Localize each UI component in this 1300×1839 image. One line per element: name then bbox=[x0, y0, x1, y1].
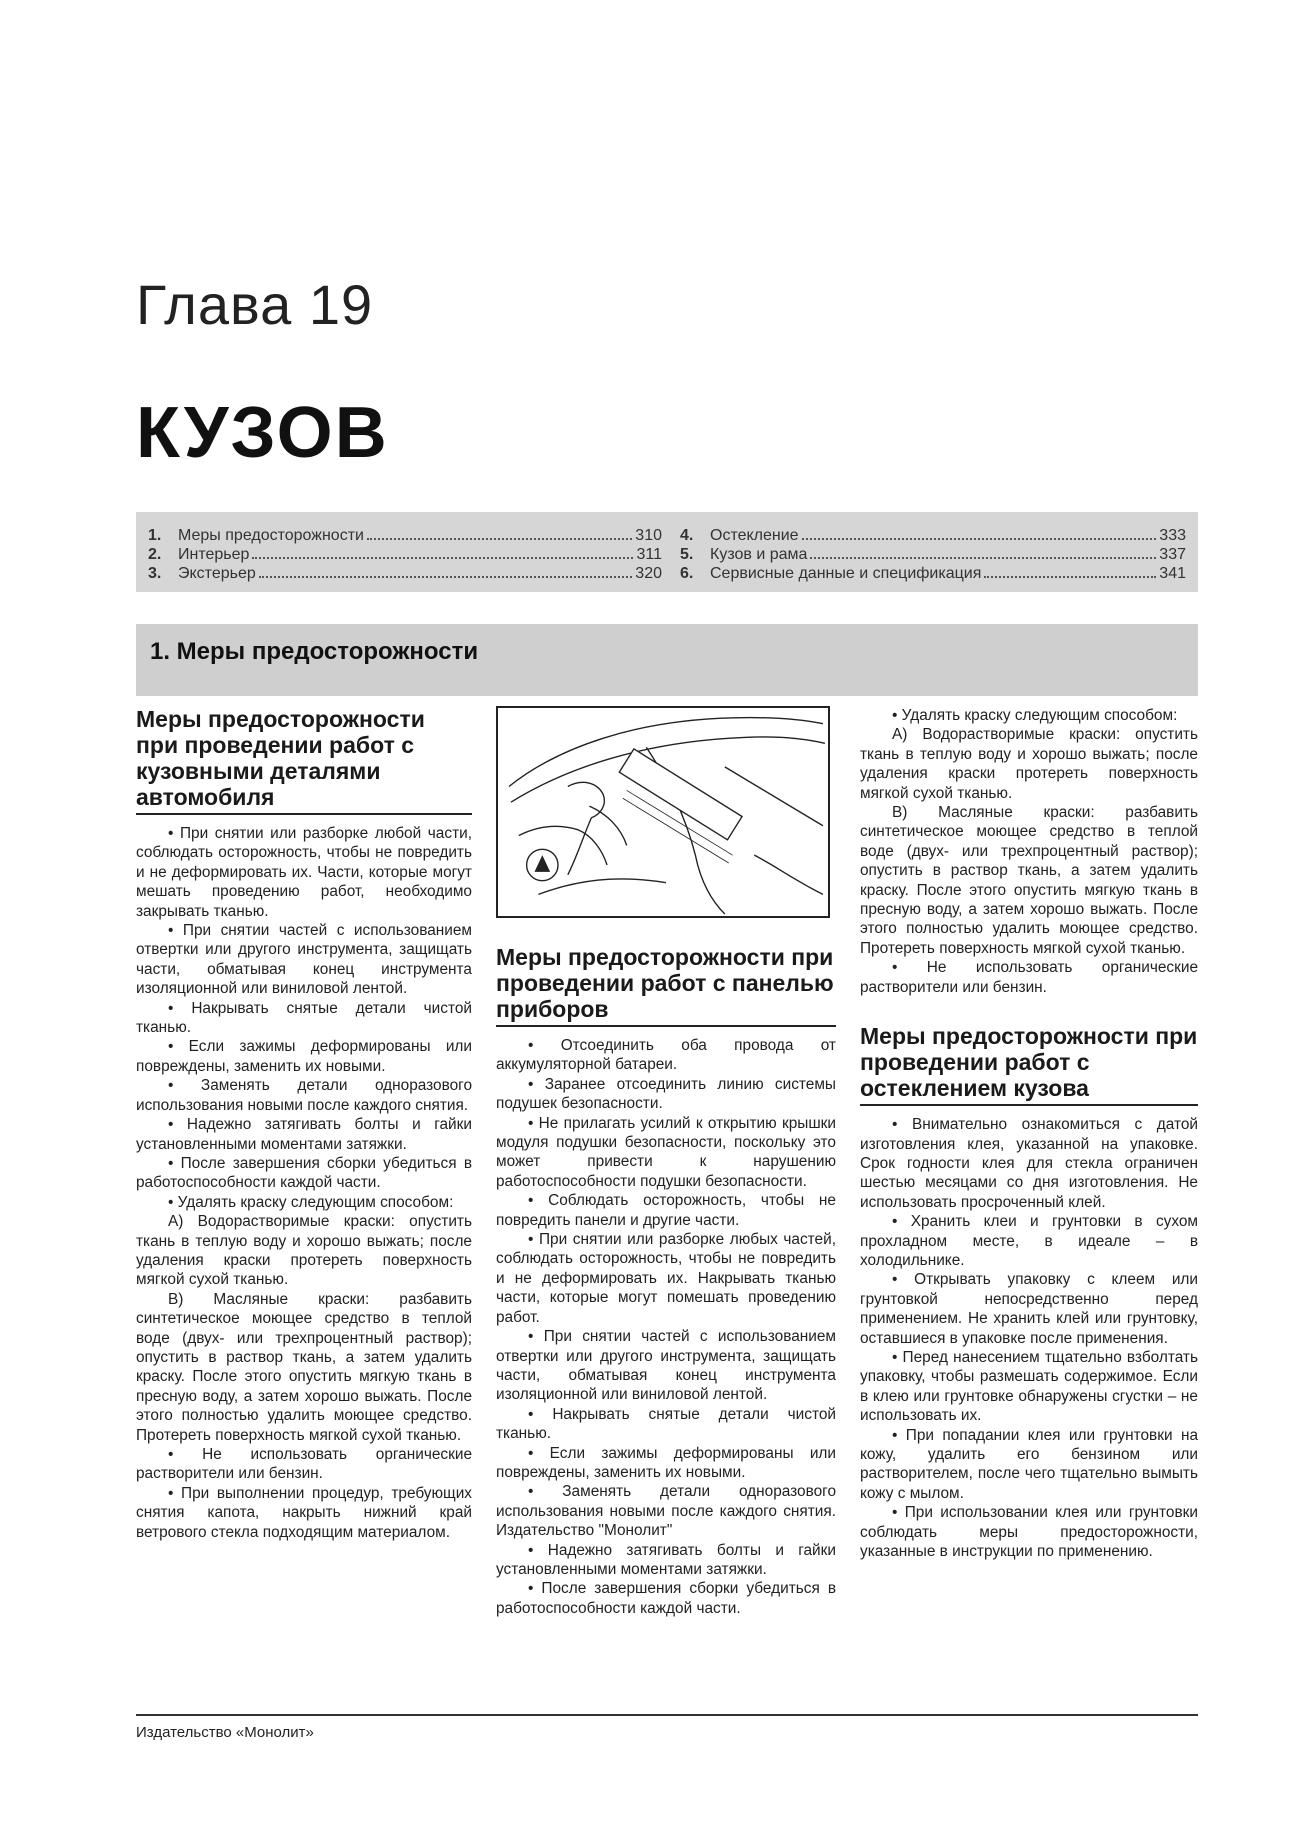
toc-entry-title: Интерьер bbox=[178, 546, 250, 563]
toc-entry-page: 320 bbox=[635, 565, 662, 582]
toc-entry-title: Остекление bbox=[710, 527, 799, 544]
toc-entry-page: 333 bbox=[1159, 527, 1186, 544]
subsection-heading: Меры предосторожности при проведении работ с кузовными деталями автомобиля bbox=[136, 706, 472, 815]
toc-leader-dots bbox=[367, 538, 632, 540]
instrument-panel-illustration bbox=[496, 706, 830, 918]
paragraph: • При снятии или разборке любой части, соблюдать осторожность, чтобы не повредить и не деформировать их. Части, которые могут мешать проведению работ, необходимо закрывать тканью. bbox=[136, 825, 472, 920]
paragraph: • Надежно затягивать болты и гайки установленными моментами затяжки. bbox=[136, 1116, 472, 1153]
toc-entry[interactable] bbox=[148, 526, 662, 545]
paragraph: • При снятии частей с использованием отвертки или другого инструмента, защищать части, обматывая конец инструмента изоляционной или виниловой лентой. bbox=[136, 922, 472, 998]
toc-leader-dots bbox=[252, 557, 633, 559]
footer-divider bbox=[136, 1714, 1198, 1716]
subsection-heading: Меры предосторожности при проведении работ с панелью приборов bbox=[496, 944, 836, 1027]
paragraph: • Надежно затягивать болты и гайки установленными моментами затяжки. bbox=[496, 1541, 836, 1578]
toc-entry-number: 5. bbox=[680, 546, 694, 563]
paragraph: • Накрывать снятые детали чистой тканью. bbox=[136, 999, 472, 1037]
paragraph: • Не прилагать усилий к открытию крышки модуля подушки безопасности, поскольку это может привести к нарушению работоспособности подушки безопасности. bbox=[496, 1114, 836, 1190]
toc-entry-number: 4. bbox=[680, 527, 694, 544]
toc-entry-title: Кузов и рама bbox=[710, 546, 808, 563]
toc-entry[interactable] bbox=[680, 545, 1186, 564]
paragraph: • Заранее отсоединить линию системы подушек безопасности. bbox=[496, 1075, 836, 1113]
toc-leader-dots bbox=[802, 538, 1157, 540]
trim-tool bbox=[619, 749, 742, 840]
toc-leader-dots bbox=[259, 576, 633, 578]
toc-entry[interactable] bbox=[680, 526, 1186, 545]
paragraph: • Накрывать снятые детали чистой тканью. bbox=[496, 1405, 836, 1443]
paragraph: • Соблюдать осторожность, чтобы не повредить панели и другие части. bbox=[496, 1192, 836, 1229]
paragraph: В) Масляные краски: разбавить синтетическое моющее средство в теплой воде (двух- или трехпроцентный раствор); опустить в раствор ткань, а затем удалить краску. После этого опустить мягкую ткань в пресную воду, а затем хорошо выжать. После этого полностью удалить моющее средство. Протереть поверхность мягкой сухой тканью. bbox=[860, 804, 1198, 957]
panel-contour-line bbox=[754, 855, 823, 894]
paragraph: • При снятии или разборке любых частей, соблюдать осторожность, чтобы не повредить и не деформировать их. Накрывать тканью части, которые могут помешать проведению работ. bbox=[496, 1231, 836, 1326]
section-header-band bbox=[136, 624, 1198, 696]
toc-column-right bbox=[680, 526, 1186, 583]
paragraph: • При снятии частей с использованием отвертки или другого инструмента, защищать части, обматывая конец инструмента изоляционной или виниловой лентой. bbox=[496, 1328, 836, 1404]
toc-entry-number: 2. bbox=[148, 546, 162, 563]
toc-entry-page: 311 bbox=[636, 546, 662, 563]
paragraph: • При выполнении процедур, требующих снятия капота, накрыть нижний край ветрового стекла подходящим материалом. bbox=[136, 1484, 472, 1541]
toc-entry-page: 341 bbox=[1159, 565, 1186, 582]
toc-leader-dots bbox=[810, 557, 1156, 559]
toc-entry-page: 337 bbox=[1159, 546, 1186, 563]
panel-contour-line bbox=[538, 879, 666, 894]
table-of-contents bbox=[136, 512, 1198, 592]
toc-entry-page: 310 bbox=[635, 527, 662, 544]
footer-publisher: Издательство «Монолит» bbox=[136, 1724, 314, 1741]
paragraph: • Удалять краску следующим способом: bbox=[892, 707, 1178, 724]
toc-entry[interactable] bbox=[148, 564, 662, 583]
section-title: 1. Меры предосторожности bbox=[150, 638, 479, 665]
paragraph: • При попадании клея или грунтовки на кожу, удалить его бензином или растворителем, после чего тщательно вымыть кожу с мылом. bbox=[860, 1426, 1198, 1502]
illustration-drawing bbox=[498, 708, 828, 916]
paragraph: • Не использовать органические растворители или бензин. bbox=[860, 959, 1198, 996]
paragraph: • Внимательно ознакомиться с датой изготовления клея, указанной на упаковке. Срок годности клея для стекла ограничен шестью месяцами со дня изготовления. Не использовать просроченный клей. bbox=[860, 1116, 1198, 1211]
paragraph: • Хранить клеи и грунтовки в сухом прохладном месте, в идеале – в холодильнике. bbox=[860, 1213, 1198, 1269]
toc-entry[interactable] bbox=[680, 564, 1186, 583]
toc-entry-number: 3. bbox=[148, 565, 162, 582]
paragraph: • Не использовать органические растворители или бензин. bbox=[136, 1446, 472, 1483]
toc-entry-number: 1. bbox=[148, 527, 162, 544]
paragraph: • Заменять детали одноразового использования новыми после каждого снятия. bbox=[136, 1077, 472, 1114]
paragraph: • При использовании клея или грунтовки соблюдать меры предосторожности, указанные в инструкции по применению. bbox=[860, 1504, 1198, 1561]
toc-entry[interactable] bbox=[148, 545, 662, 564]
chapter-title: КУЗОВ bbox=[136, 393, 389, 473]
text-column-3 bbox=[860, 706, 1198, 1561]
paragraph: • Открывать упаковку с клеем или грунтовкой непосредственно перед применением. Не хранить клей или грунтовку, оставшиеся в упаковке после применения. bbox=[860, 1271, 1198, 1347]
toc-entry-title: Экстерьер bbox=[178, 565, 256, 582]
chapter-label: Глава 19 bbox=[136, 273, 374, 336]
hand-outline bbox=[589, 806, 626, 845]
paragraph: • Заменять детали одноразового использования новыми после каждого снятия. Издательство "Монолит" bbox=[496, 1483, 836, 1540]
paragraph: • Если зажимы деформированы или повреждены, заменить их новыми. bbox=[496, 1444, 836, 1481]
paragraph: • Отсоединить оба провода от аккумуляторной батареи. bbox=[496, 1037, 836, 1074]
paragraph: • Если зажимы деформированы или повреждены, заменить их новыми. bbox=[136, 1038, 472, 1075]
paragraph: А) Водорастворимые краски: опустить ткань в теплую воду и хорошо выжать; после удаления краски протереть поверхность мягкой сухой тканью. bbox=[860, 726, 1198, 802]
subsection-heading: Меры предосторожности при проведении работ с остеклением кузова bbox=[860, 1023, 1198, 1106]
toc-entry-title: Меры предосторожности bbox=[178, 527, 364, 544]
text-column-2 bbox=[496, 706, 836, 1618]
paragraph: А) Водорастворимые краски: опустить ткань в теплую воду и хорошо выжать; после удаления краски протереть поверхность мягкой сухой тканью. bbox=[136, 1213, 472, 1289]
paragraph: • После завершения сборки убедиться в работоспособности каждой части. bbox=[136, 1154, 472, 1192]
toc-column-left bbox=[148, 526, 662, 583]
toc-leader-dots bbox=[984, 576, 1156, 578]
text-column-1 bbox=[136, 706, 472, 1542]
toc-entry-number: 6. bbox=[680, 565, 694, 582]
paragraph: • После завершения сборки убедиться в работоспособности каждой части. bbox=[496, 1580, 836, 1617]
paragraph: • Перед нанесением тщательно взболтать упаковку, чтобы размешать содержимое. Если в клею или грунтовке обнаружены сгустки – не использовать их. bbox=[860, 1348, 1198, 1425]
toc-entry-title: Сервисные данные и спецификация bbox=[710, 565, 982, 582]
paragraph: В) Масляные краски: разбавить синтетическое моющее средство в теплой воде (двух- или трехпроцентный раствор); опустить в раствор ткань, а затем удалить краску. После этого опустить мягкую ткань в пресную воду, а затем хорошо выжать. После этого полностью удалить моющее средство. Протереть поверхность мягкой сухой тканью. bbox=[136, 1290, 472, 1444]
paragraph: • Удалять краску следующим способом: bbox=[168, 1193, 454, 1211]
